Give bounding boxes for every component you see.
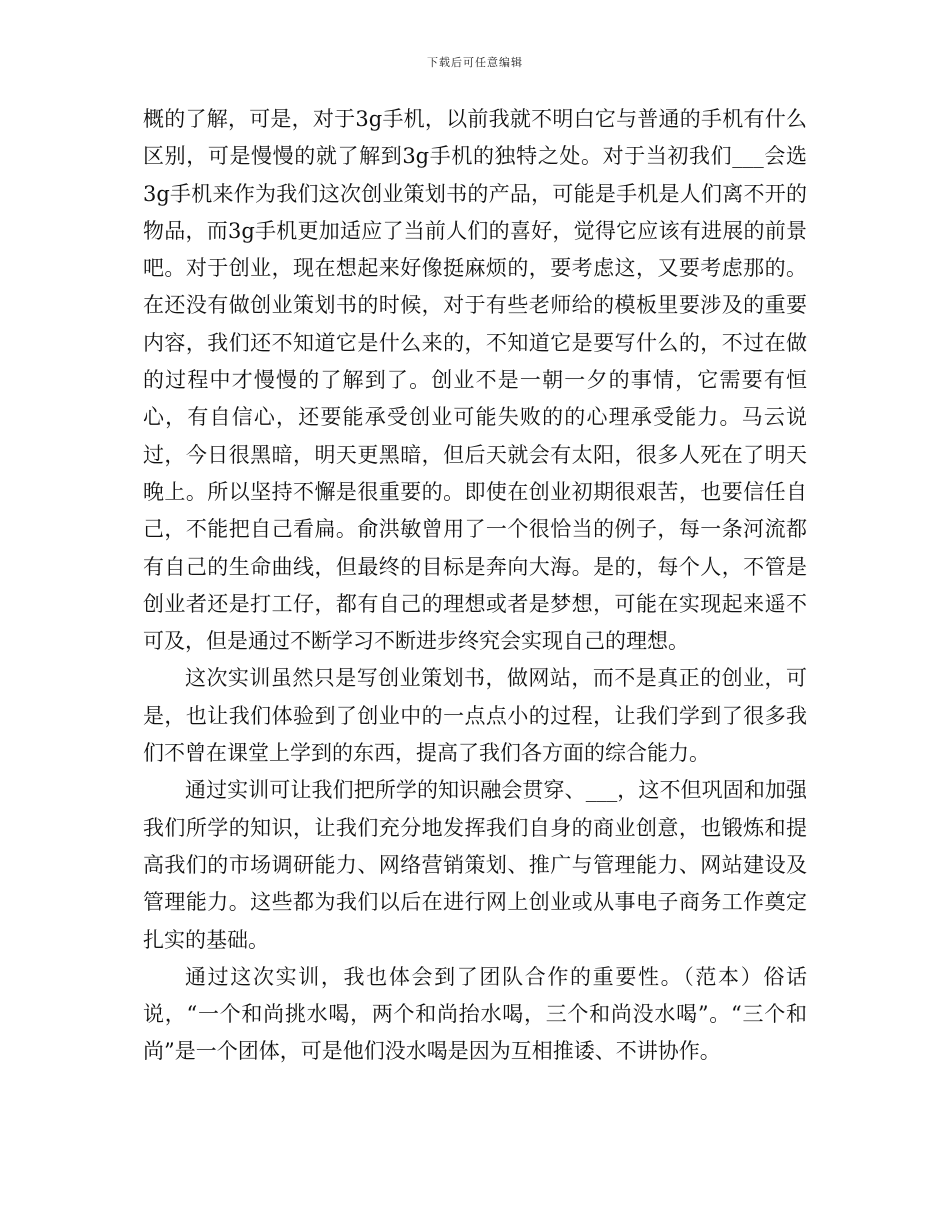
paragraph-teamwork: 通过这次实训，我也体会到了团队合作的重要性。（范本）俗话说，“一个和尚挑水喝，两个和尚抬水喝，三个和尚没水喝”。“三个和尚”是一个团体，可是他们没水喝是因为互相推诿、不讲协作。 — [143, 964, 807, 1064]
page-header: 下载后可任意编辑 — [427, 56, 523, 69]
paragraph-continued: 概的了解，可是，对于3g手机，以前我就不明白它与普通的手机有什么区别，可是慢慢的就了解到3g手机的独特之处。对于当初我们___会选3g手机来作为我们这次创业策划书的产品，可能是手机是人们离不开的物品，而3g手机更加适应了当前人们的喜好，觉得它应该有进展的前景吧。对于创业，现在想起来好像挺麻烦的，要考虑这，又要考虑那的。在还没有做创业策划书的时候，对于有些老师给的模板里要涉及的重要内容，我们还不知道它是什么来的，不知道它是要写什么的，不过在做的过程中才慢慢的了解到了。创业不是一朝一夕的事情，它需要有恒心，有自信心，还要能承受创业可能失败的的心理承受能力。马云说过，今日很黑暗，明天更黑暗，但后天就会有太阳，很多人死在了明天晚上。所以坚持不懈是很重要的。即使在创业初期很艰苦，也要信任自己，不能把自己看扁。俞洪敏曾用了一个很恰当的例子，每一条河流都有自己的生命曲线，但最终的目标是奔向大海。是的，每个人，不管是创业者还是打工仔，都有自己的理想或者是梦想，可能在实现起来遥不可及，但是通过不断学习不断进步终究会实现自己的理想。 — [143, 107, 807, 654]
paragraph-training-summary: 这次实训虽然只是写创业策划书，做网站，而不是真正的创业，可是，也让我们体验到了创业中的一点点小的过程，让我们学到了很多我们不曾在课堂上学到的东西，提高了我们各方面的综合能力。 — [143, 666, 807, 766]
document-body — [143, 101, 807, 1071]
paragraph-knowledge-integration: 通过实训可让我们把所学的知识融会贯穿、___，这不但巩固和加强我们所学的知识，让我们充分地发挥我们自身的商业创意，也锻炼和提高我们的市场调研能力、网络营销策划、推广与管理能力、网站建设及管理能力。这些都为我们以后在进行网上创业或从事电子商务工作奠定扎实的基础。 — [143, 778, 807, 952]
